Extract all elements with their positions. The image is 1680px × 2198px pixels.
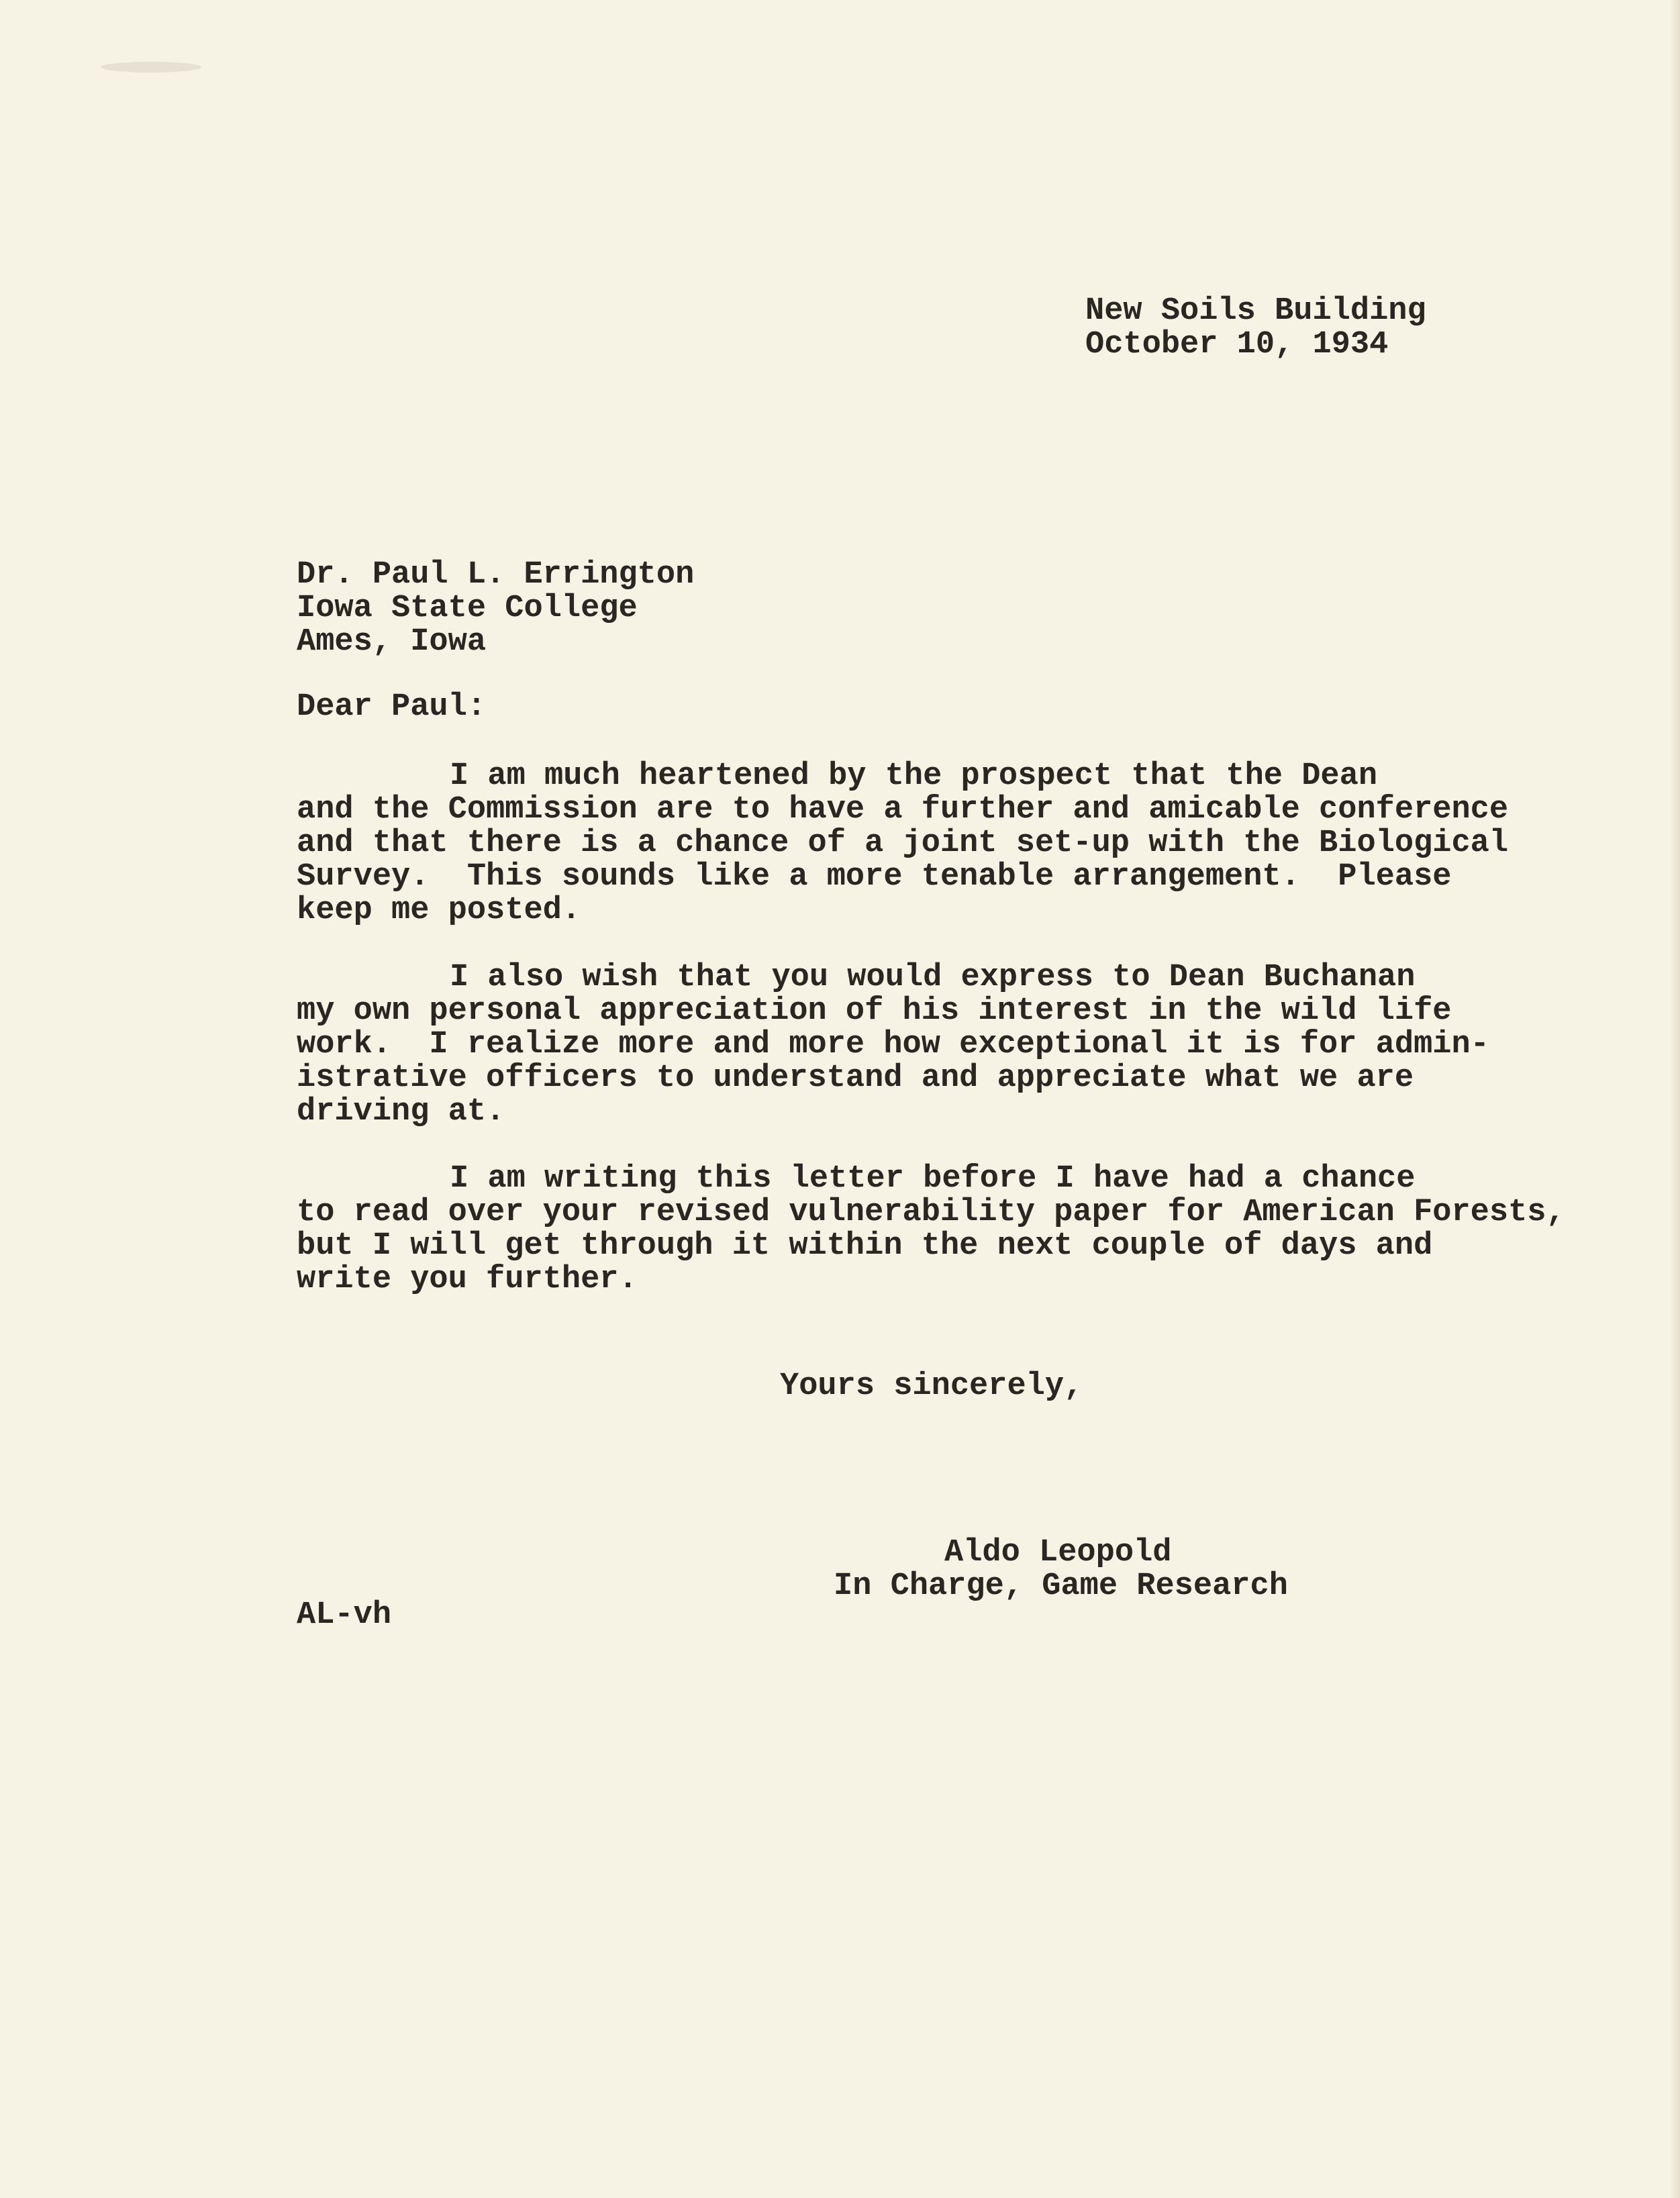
paragraph-3-line-2: to read over your revised vulnerability paper for American Forests, — [297, 1195, 1565, 1230]
recipient-name: Dr. Paul L. Errington — [297, 557, 695, 593]
signature-name: Aldo Leopold — [944, 1535, 1172, 1570]
heading-date: October 10, 1934 — [1085, 327, 1389, 362]
paragraph-3-line-3: but I will get through it within the next couple of days and — [297, 1228, 1433, 1264]
paragraph-1-line-5: keep me posted. — [297, 893, 581, 928]
paragraph-1-line-2: and the Commission are to have a further and amicable conference — [297, 792, 1509, 828]
paragraph-1-line-4: Survey. This sounds like a more tenable arrangement. Please — [297, 859, 1452, 895]
paper-smudge — [101, 62, 201, 72]
recipient-institution: Iowa State College — [297, 591, 638, 626]
paragraph-3-line-4: write you further. — [297, 1262, 638, 1297]
recipient-city: Ames, Iowa — [297, 624, 487, 660]
paper-edge-shadow — [1671, 0, 1680, 2198]
paragraph-1-line-3: and that there is a chance of a joint set-up with the Biological — [297, 826, 1509, 861]
typist-initials: AL-vh — [297, 1597, 392, 1633]
paragraph-2-line-4: istrative officers to understand and appreciate what we are — [297, 1060, 1414, 1096]
heading-place: New Soils Building — [1085, 293, 1426, 329]
paragraph-2-line-3: work. I realize more and more how exceptional it is for admin- — [297, 1027, 1489, 1062]
signature-title: In Charge, Game Research — [834, 1568, 1288, 1604]
salutation: Dear Paul: — [297, 689, 487, 725]
paragraph-2-line-1: I also wish that you would express to Dean Buchanan — [450, 960, 1416, 995]
closing: Yours sincerely, — [780, 1368, 1083, 1404]
paragraph-2-line-5: driving at. — [297, 1094, 505, 1130]
paragraph-2-line-2: my own personal appreciation of his interest in the wild life — [297, 993, 1452, 1029]
paragraph-3-line-1: I am writing this letter before I have had a chance — [450, 1161, 1416, 1197]
paragraph-1-line-1: I am much heartened by the prospect that the Dean — [450, 758, 1378, 794]
